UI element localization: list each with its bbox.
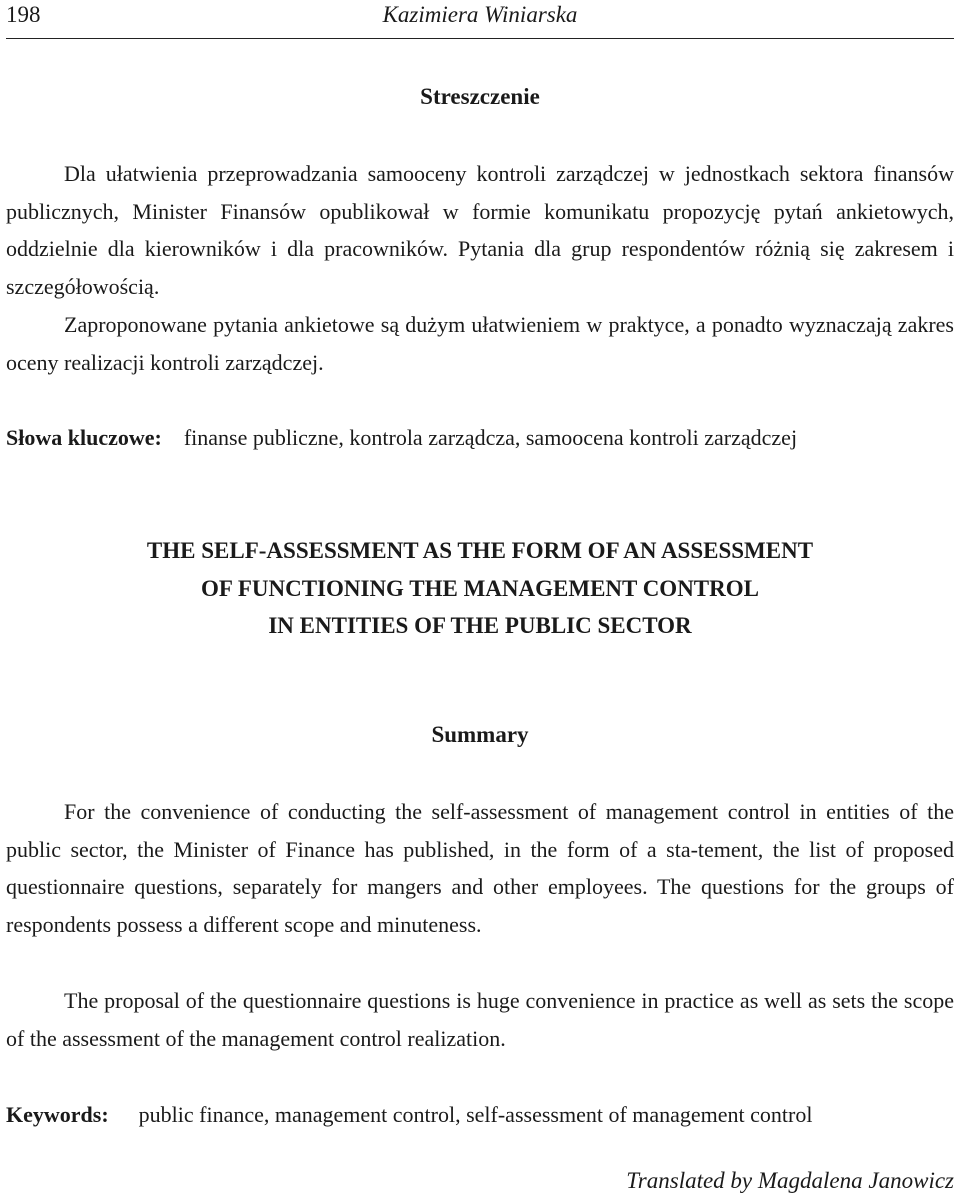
page-number: 198 <box>6 2 41 27</box>
abstract-paragraph-polish-2: Zaproponowane pytania ankietowe są dużym ułatwieniem w praktyce, a ponadto wyznaczają zakres oceny realizacji kontroli zarządczej. <box>6 312 954 375</box>
keywords-value-polish: finanse publiczne, kontrola zarządcza, samoocena kontroli zarządczej <box>183 425 798 450</box>
keywords-polish <box>6 419 954 456</box>
keywords-label-polish: Słowa kluczowe: <box>6 425 162 450</box>
summary-paragraph-2: The proposal of the questionnaire questions is huge convenience in practice as well as sets the scope of the assessment of the management control realization. <box>6 988 954 1051</box>
keywords-value-english: public finance, management control, self-assessment of management control <box>138 1102 813 1127</box>
summary-heading: Summary <box>431 722 529 747</box>
english-title-line: OF FUNCTIONING THE MANAGEMENT CONTROL <box>200 575 759 601</box>
running-head: Kazimiera Winiarska <box>382 2 578 27</box>
abstract-heading-polish: Streszczenie <box>420 84 540 109</box>
english-title <box>0 532 960 645</box>
keywords-english <box>6 1096 954 1133</box>
abstract-paragraph-polish-1: Dla ułatwienia przeprowadzania samooceny kontroli zarządczej w jednostkach sektora finansów publicznych, Minister Finansów opublikował w formie komunikatu propozycję pytań ankietowych, oddzielnie dla kierowników i dla pracowników. Pytania dla grup respondentów różnią się zakresem i szczegółowością. <box>6 161 954 299</box>
page-header <box>6 0 954 39</box>
translator-credit: Translated by Magdalena Janowicz <box>626 1168 954 1193</box>
keywords-label-english: Keywords: <box>6 1102 109 1127</box>
summary-paragraph-1: For the convenience of conducting the self-assessment of management control in entities of the public sector, the Minister of Finance has published, in the form of a sta-tement, the list of proposed questionnaire questions, separately for mangers and other employees. The questions for the groups of respondents possess a different scope and minuteness. <box>6 799 954 937</box>
english-title-line: THE SELF-ASSESSMENT AS THE FORM OF AN ASSESSMENT <box>146 538 814 563</box>
english-title-line: IN ENTITIES OF THE PUBLIC SECTOR <box>268 613 692 638</box>
